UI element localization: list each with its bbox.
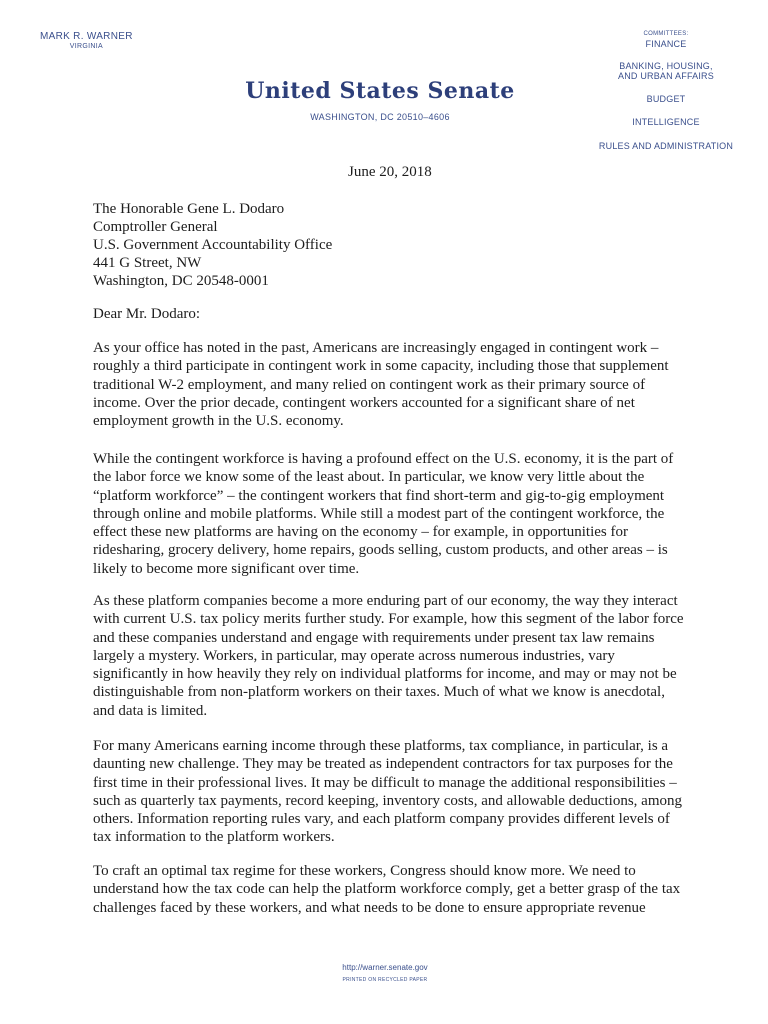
body-paragraph: To craft an optimal tax regime for these workers, Congress should know more. We need to understand how the tax code can help the platform workforce comply, get a better grasp of the tax challenges faced by these workers, and what needs to be done to ensure appropriate revenue — [93, 863, 681, 916]
committee-item: BANKING, HOUSING, AND URBAN AFFAIRS — [618, 61, 714, 81]
body-paragraph: For many Americans earning income through these platforms, tax compliance, in particular, is a daunting new challenge. They may be treated as independent contractors for tax purposes for the first time in their professional lives. It may be difficult to manage the additional responsibilities – such as quarterly tax payments, record keeping, inventory costs, and allowable deductions, among others. Information reporting rules vary, and each platform company provides different levels of tax information to the platform workers. — [93, 738, 682, 846]
committees-heading: COMMITTEES: — [643, 31, 689, 37]
letterhead-sender — [40, 31, 133, 50]
recipient-address — [93, 200, 332, 290]
committee-item: INTELLIGENCE — [632, 117, 700, 127]
body-paragraph: As these platform companies become a more enduring part of our economy, the way they interact with current U.S. tax policy merits further study. For example, how this segment of the labor force and these companies understand and engage with requirements under present tax law remains largely a mystery. Workers, in particular, may operate across numerous industries, vary significantly in how heavily they rely on individual platforms for income, and may or may not be distinguishable from non-platform workers on their taxes. Much of what we know is anecdotal, and data is limited. — [93, 593, 684, 719]
recipient-line: The Honorable Gene L. Dodaro — [93, 201, 285, 217]
letter-date: June 20, 2018 — [348, 164, 432, 180]
recipient-line: Washington, DC 20548-0001 — [93, 273, 269, 289]
recipient-line: U.S. Government Accountability Office — [93, 237, 333, 253]
recycled-paper-note: PRINTED ON RECYCLED PAPER — [342, 977, 428, 983]
senator-name: MARK R. WARNER — [40, 31, 133, 42]
recipient-line: Comptroller General — [93, 219, 218, 235]
senate-address: WASHINGTON, DC 20510–4606 — [310, 112, 450, 122]
recipient-line: 441 G Street, NW — [93, 255, 202, 271]
senate-title: United States Senate — [245, 78, 515, 104]
body-paragraph: As your office has noted in the past, Americans are increasingly engaged in contingent work – roughly a third participate in contingent work in some capacity, including those that supplement traditional W-2 employment, and many relied on contingent work as their primary source of income. Over the prior decade, contingent workers accounted for a significant share of net employment growth in the U.S. economy. — [93, 340, 669, 430]
committee-item: BUDGET — [646, 94, 686, 104]
salutation: Dear Mr. Dodaro: — [93, 306, 201, 322]
letter-footer — [290, 963, 480, 983]
footer-url: http://warner.senate.gov — [342, 963, 428, 972]
senator-state: VIRGINIA — [69, 43, 103, 50]
committee-list — [594, 31, 738, 151]
committee-item: FINANCE — [645, 39, 687, 49]
letterhead-masthead — [240, 78, 520, 122]
committee-item: RULES AND ADMINISTRATION — [598, 141, 734, 151]
body-paragraph: While the contingent workforce is having a profound effect on the U.S. economy, it is the part of the labor force we know some of the least about. In particular, we know very little about the “platform workforce” – the contingent workers that find short-term and gig-to-gig employment through online and mobile platforms. While still a modest part of the contingent workforce, the effect these new platforms are having on the economy – for example, in opportunities for ridesharing, grocery delivery, home repairs, goods selling, custom products, and other areas – is likely to become more significant over time. — [93, 451, 674, 577]
